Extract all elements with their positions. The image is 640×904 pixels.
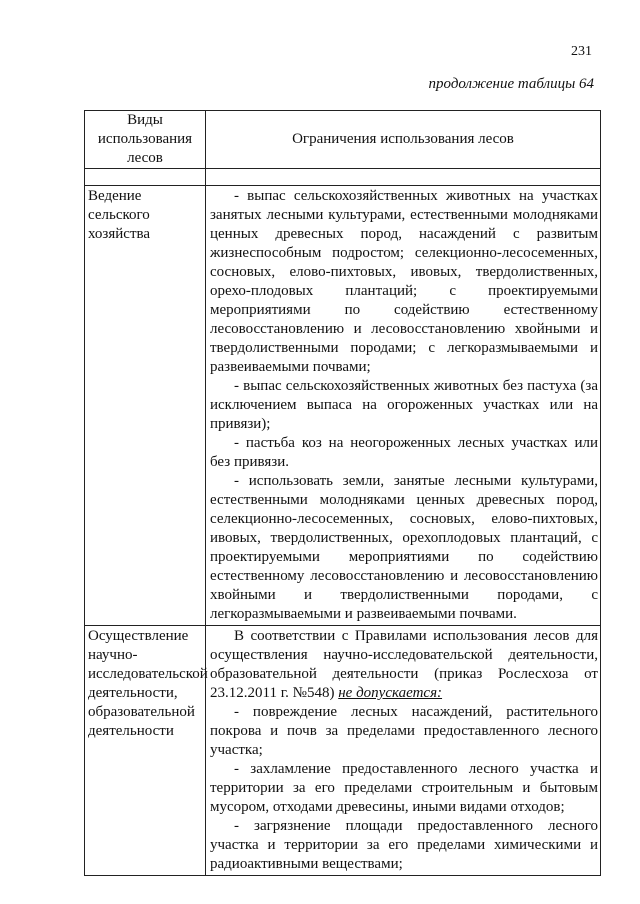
row-category: Осуществление научно-исследовательской деятельности, образовательной деятельности xyxy=(85,626,206,876)
header-usage-types: Виды использования лесов xyxy=(85,111,206,169)
restriction-item: - выпас сельскохозяйственных животных без пастуха (за исключением выпаса на огороженных участках или на привязи); xyxy=(210,378,598,432)
intro-text: В соответствии с Правилами использования лесов для осуществления научно-исследовательской деятельности, образовательной деятельности (приказ Рослесхоза от 23.12.2011 г. №548) xyxy=(210,628,598,701)
restriction-item: - пастьба коз на неогороженных лесных участках или без привязи. xyxy=(210,435,598,470)
header-restrictions: Ограничения использования лесов xyxy=(206,111,601,169)
table-continuation-caption: продолжение таблицы 64 xyxy=(428,76,594,92)
restriction-item: - выпас сельскохозяйственных животных на участках занятых лесными культурами, естественными молодняками ценных древесных пород, насаждений с развитым жизнеспособным подростом; селекционно-лесосеменных, сосновых, елово-пихтовых, ивовых, твердолиственных, орехо-плодовых плантаций; с проектируемыми мероприятиями по содействию естественному лесовосстановлению и лесовосстановлению хвойными и твердолиственными породами; с легкоразмываемыми и развеиваемыми почвами; xyxy=(210,188,598,375)
intro-emphasis: не допускается: xyxy=(338,685,443,701)
restrictions-table xyxy=(84,110,601,876)
restriction-item: - захламление предоставленного лесного участка и территории за его пределами строительным и бытовым мусором, отходами древесины, иными видами отходов; xyxy=(210,761,598,815)
table-row xyxy=(85,186,601,626)
table-spacer-row xyxy=(85,169,601,186)
table-row xyxy=(85,626,601,876)
restriction-intro xyxy=(210,627,598,703)
table-header-row xyxy=(85,111,601,169)
restriction-item: - загрязнение площади предоставленного лесного участка и территории за его пределами химическими и радиоактивными веществами; xyxy=(210,818,598,872)
restriction-item: - повреждение лесных насаждений, растительного покрова и почв за пределами предоставленного лесного участка; xyxy=(210,704,598,758)
restriction-item: - использовать земли, занятые лесными культурами, естественными молодняками ценных древесных пород, селекционно-лесосеменных, сосновых, елово-пихтовых, ивовых, твердолиственных, орехоплодовых плантаций, с проектируемыми мероприятиями по содействию естественному лесовосстановлению и лесовосстановлению хвойными и твердолиственными породами, с легкоразмываемыми и развеиваемыми почвами. xyxy=(210,473,598,622)
row-category: Ведение сельского хозяйства xyxy=(85,186,206,626)
row-restrictions xyxy=(206,626,601,876)
row-restrictions xyxy=(206,186,601,626)
page-number: 231 xyxy=(571,44,592,59)
